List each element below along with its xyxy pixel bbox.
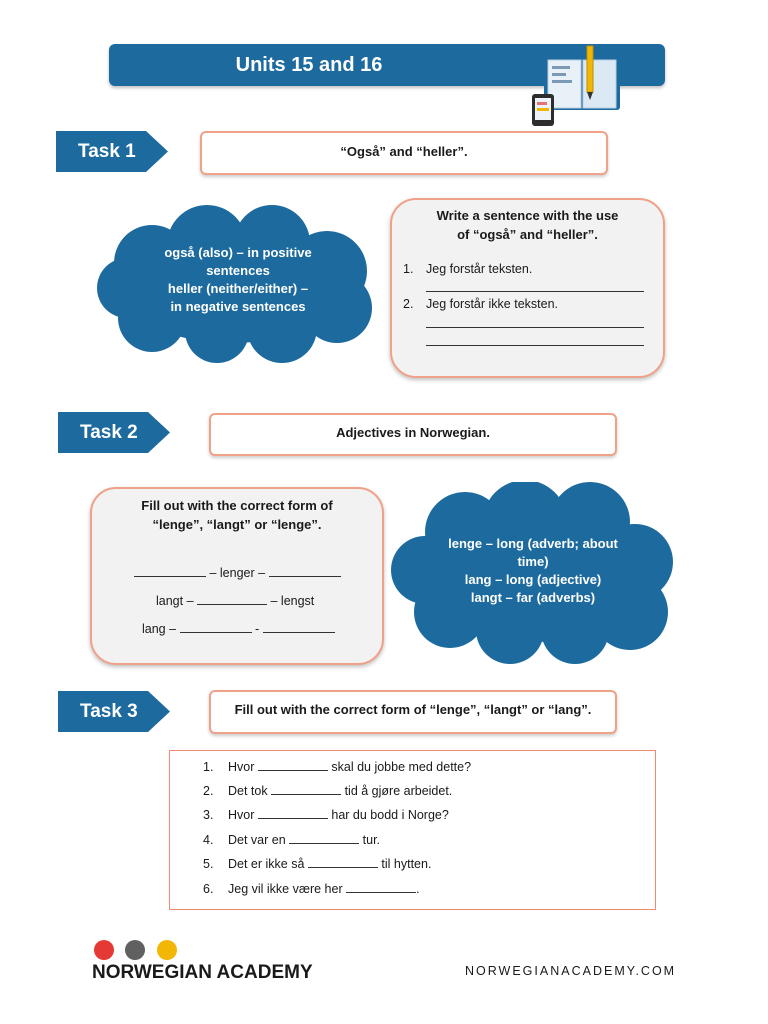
fill-row: – lenger – <box>134 564 341 580</box>
blank[interactable] <box>258 758 328 771</box>
blank[interactable] <box>197 592 267 605</box>
list-item: 4. Det var en tur. <box>203 833 381 847</box>
page-title: Units 15 and 16 <box>235 54 383 76</box>
task-2-title: Adjectives in Norwegian. <box>209 413 617 456</box>
task-1-title: “Også” and “heller”. <box>200 131 608 175</box>
list-item: 5. Det er ikke så til hytten. <box>203 857 432 871</box>
list-item: 1. Hvor skal du jobbe med dette? <box>203 760 472 774</box>
answer-line[interactable] <box>426 291 644 292</box>
list-item: 2. Det tok tid å gjøre arbeidet. <box>203 784 453 798</box>
blank[interactable] <box>258 806 328 819</box>
list-item: 1. Jeg forstår teksten. <box>403 262 533 276</box>
answer-line[interactable] <box>426 327 644 328</box>
brand-dot <box>125 940 145 960</box>
list-item: 2. Jeg forstår ikke teksten. <box>403 297 559 311</box>
list-item: 6. Jeg vil ikke være her . <box>203 882 420 896</box>
card-heading: Write a sentence with the use <box>436 208 619 223</box>
task-2-tag: Task 2 <box>58 412 171 453</box>
task-1-card <box>390 198 665 378</box>
list-item: 3. Hvor har du bodd i Norge? <box>203 808 449 822</box>
task-3-title: Fill out with the correct form of “lenge”, “langt” or “lang”. <box>209 690 617 734</box>
blank[interactable] <box>308 855 378 868</box>
card-heading: of “også” and “heller”. <box>457 227 598 242</box>
task-2-cloud-text: lenge – long (adverb; about time) lang – long (adjective) langt – far (adverbs) <box>448 536 618 605</box>
exercise-box <box>169 750 656 910</box>
brand-logo-text: NORWEGIAN ACADEMY <box>92 962 313 983</box>
blank[interactable] <box>271 782 341 795</box>
book-icon <box>530 44 625 128</box>
brand-dot <box>94 940 114 960</box>
blank[interactable] <box>263 620 335 633</box>
blank[interactable] <box>269 564 341 577</box>
phone-icon <box>532 94 554 126</box>
card-heading: “lenge”, “langt” or “lenge”. <box>152 517 322 532</box>
fill-row: lang – - <box>142 620 335 636</box>
blank[interactable] <box>180 620 252 633</box>
fill-row: langt – – lengst <box>156 594 315 608</box>
answer-line[interactable] <box>426 345 644 346</box>
blank[interactable] <box>289 831 359 844</box>
blank[interactable] <box>134 564 206 577</box>
brand-dot <box>157 940 177 960</box>
task-3-tag: Task 3 <box>58 691 171 732</box>
task-1-cloud-text: også (also) – in positive sentences heller (neither/either) – in negative sentences <box>164 245 312 314</box>
pencil-icon <box>587 46 593 100</box>
blank[interactable] <box>346 880 416 893</box>
website-link[interactable]: NORWEGIANACADEMY.COM <box>465 964 677 978</box>
task-1-tag: Task 1 <box>56 131 169 172</box>
card-heading: Fill out with the correct form of <box>141 498 333 513</box>
